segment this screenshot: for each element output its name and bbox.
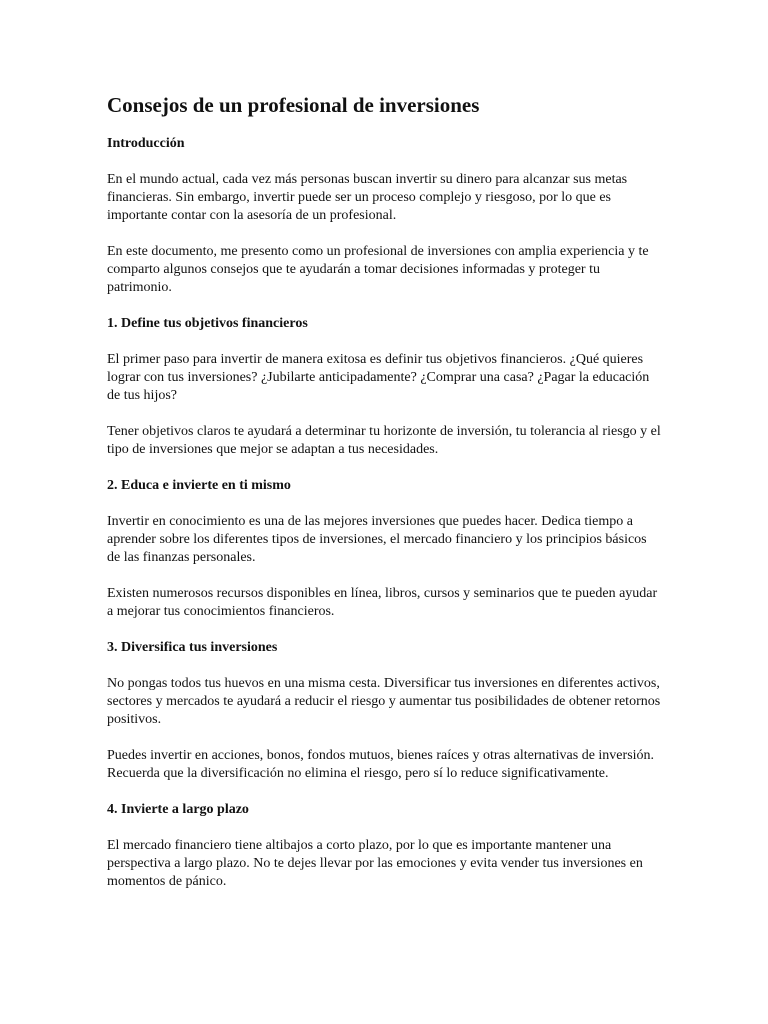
section-paragraph: El mercado financiero tiene altibajos a corto plazo, por lo que es importante mantener una perspectiva a largo plazo. No te dejes llevar por las emociones y evita vender tus inversiones en momentos de pánico.: [107, 838, 643, 889]
intro-heading: Introducción: [107, 136, 185, 151]
section-paragraph: Existen numerosos recursos disponibles en línea, libros, cursos y seminarios que te pueden ayudar a mejorar tus conocimientos financieros.: [107, 586, 658, 619]
section-education: [107, 477, 662, 621]
section-paragraph: Tener objetivos claros te ayudará a determinar tu horizonte de inversión, tu tolerancia al riesgo y el tipo de inversiones que mejor se adaptan a tus necesidades.: [107, 424, 661, 457]
section-paragraph: Invertir en conocimiento es una de las mejores inversiones que puedes hacer. Dedica tiempo a aprender sobre los diferentes tipos de inversiones, el mercado financiero y los principios básicos de las finanzas personales.: [107, 514, 647, 565]
section-paragraph: No pongas todos tus huevos en una misma cesta. Diversificar tus inversiones en diferentes activos, sectores y mercados te ayudará a reducir el riesgo y aumentar tus posibilidades de obtener retornos positivos.: [107, 676, 661, 727]
section-objectives: [107, 315, 662, 459]
intro-paragraph: En este documento, me presento como un profesional de inversiones con amplia experiencia y te comparto algunos consejos que te ayudarán a tomar decisiones informadas y proteger tu patrimonio.: [107, 244, 649, 295]
intro-section: [107, 135, 662, 297]
section-paragraph: Puedes invertir en acciones, bonos, fondos mutuos, bienes raíces y otras alternativas de inversión. Recuerda que la diversificación no elimina el riesgo, pero sí lo reduce significativamente.: [107, 748, 655, 781]
document-title: Consejos de un profesional de inversiones: [107, 93, 480, 117]
section-heading: 3. Diversifica tus inversiones: [107, 640, 278, 655]
intro-paragraph: En el mundo actual, cada vez más personas buscan invertir su dinero para alcanzar sus metas financieras. Sin embargo, invertir puede ser un proceso complejo y riesgoso, por lo que es importante contar con la asesoría de un profesional.: [107, 172, 628, 223]
section-diversify: [107, 639, 662, 783]
section-long-term: [107, 801, 662, 891]
section-heading: 2. Educa e invierte en ti mismo: [107, 478, 291, 493]
section-heading: 1. Define tus objetivos financieros: [107, 316, 308, 331]
document-body: [107, 92, 662, 909]
section-paragraph: El primer paso para invertir de manera exitosa es definir tus objetivos financieros. ¿Qué quieres lograr con tus inversiones? ¿Jubilarte anticipadamente? ¿Comprar una casa? ¿Pagar la educación de tus hijos?: [107, 352, 650, 403]
section-heading: 4. Invierte a largo plazo: [107, 802, 249, 817]
